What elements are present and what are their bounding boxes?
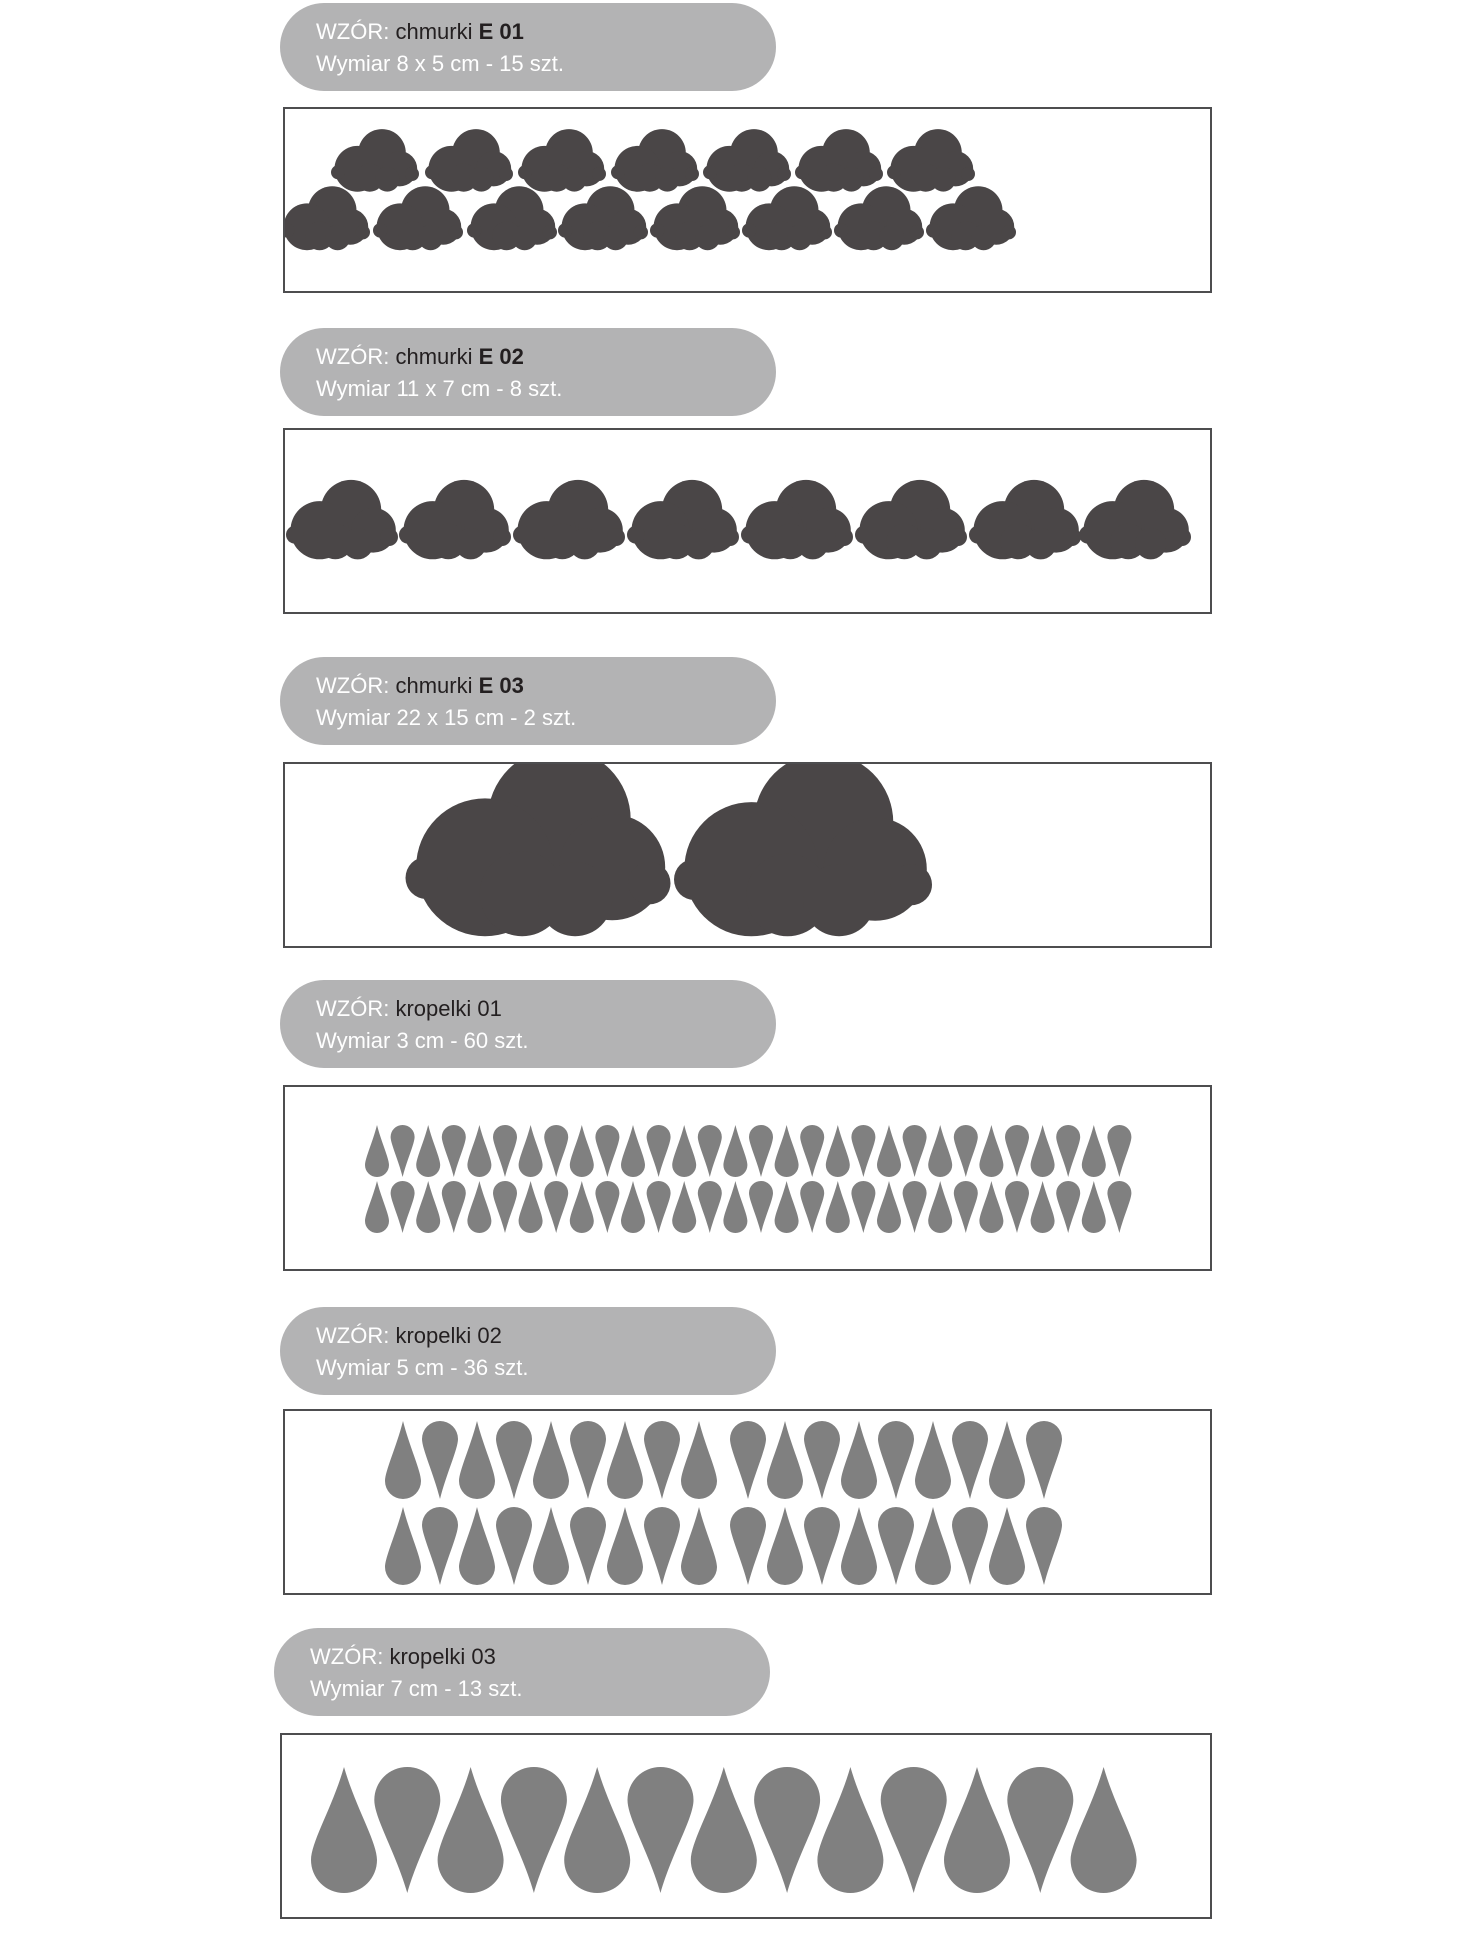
cloud-icon — [926, 186, 1016, 250]
raindrop-icon — [416, 1125, 440, 1177]
raindrop-icon — [311, 1767, 377, 1893]
shapes-canvas — [285, 430, 1210, 612]
raindrop-icon — [877, 1181, 901, 1233]
cloud-icon — [611, 129, 699, 192]
pattern-prefix: WZÓR: — [310, 1644, 384, 1669]
raindrop-icon — [817, 1767, 883, 1893]
raindrop-icon — [749, 1125, 773, 1177]
pattern-preview — [283, 1085, 1212, 1271]
raindrop-icon — [438, 1767, 504, 1893]
raindrop-icon — [800, 1181, 824, 1233]
cloud-icon — [795, 129, 883, 192]
pattern-title — [310, 1641, 770, 1673]
raindrop-icon — [391, 1181, 415, 1233]
cloud-icon — [703, 129, 791, 192]
raindrop-icon — [365, 1125, 389, 1177]
raindrop-icon — [459, 1421, 495, 1499]
raindrop-icon — [691, 1767, 757, 1893]
raindrop-icon — [698, 1181, 722, 1233]
raindrop-icon — [621, 1181, 645, 1233]
raindrop-icon — [1082, 1181, 1106, 1233]
raindrop-icon — [1005, 1125, 1029, 1177]
pattern-preview — [283, 428, 1212, 614]
pattern-code: E 03 — [478, 673, 524, 698]
raindrop-icon — [570, 1421, 606, 1499]
shapes-canvas — [285, 764, 1210, 946]
raindrop-icon — [881, 1767, 947, 1893]
cloud-icon — [887, 129, 975, 192]
cloud-icon — [399, 480, 511, 560]
raindrop-icon — [459, 1507, 495, 1585]
pattern-preview — [283, 107, 1212, 293]
shapes-canvas — [282, 1735, 1210, 1917]
raindrop-icon — [607, 1507, 643, 1585]
raindrop-icon — [570, 1507, 606, 1585]
raindrop-icon — [519, 1181, 543, 1233]
raindrop-icon — [1082, 1125, 1106, 1177]
raindrop-icon — [989, 1507, 1025, 1585]
raindrop-icon — [723, 1125, 747, 1177]
raindrop-icon — [1026, 1421, 1062, 1499]
pattern-preview — [283, 762, 1212, 948]
raindrop-icon — [775, 1125, 799, 1177]
cloud-icon — [674, 764, 932, 936]
pattern-code: E 01 — [478, 19, 524, 44]
pattern-dimension: Wymiar 3 cm - 60 szt. — [316, 1028, 529, 1053]
raindrop-icon — [533, 1507, 569, 1585]
raindrop-icon — [496, 1421, 532, 1499]
raindrop-icon — [595, 1181, 619, 1233]
pattern-name: kropelki 02 — [395, 1323, 502, 1348]
raindrop-icon — [826, 1181, 850, 1233]
cloud-icon — [741, 480, 853, 560]
cloud-icon — [513, 480, 625, 560]
pattern-label — [280, 980, 776, 1068]
pattern-title — [316, 16, 776, 48]
cloud-icon — [1079, 480, 1191, 560]
raindrop-icon — [754, 1767, 820, 1893]
raindrop-icon — [644, 1421, 680, 1499]
raindrop-icon — [952, 1507, 988, 1585]
pattern-title — [316, 341, 776, 373]
raindrop-icon — [989, 1421, 1025, 1499]
raindrop-icon — [385, 1421, 421, 1499]
cloud-icon — [742, 186, 832, 250]
raindrop-icon — [607, 1421, 643, 1499]
cloud-icon — [425, 129, 513, 192]
raindrop-icon — [928, 1125, 952, 1177]
raindrop-icon — [698, 1125, 722, 1177]
cloud-icon — [558, 186, 648, 250]
raindrop-icon — [422, 1421, 458, 1499]
cloud-icon — [285, 186, 370, 250]
raindrop-icon — [416, 1181, 440, 1233]
cloud-icon — [969, 480, 1081, 560]
raindrop-icon — [903, 1125, 927, 1177]
raindrop-icon — [928, 1181, 952, 1233]
raindrop-icon — [501, 1767, 567, 1893]
raindrop-icon — [1007, 1767, 1073, 1893]
raindrop-icon — [570, 1181, 594, 1233]
raindrop-icon — [979, 1181, 1003, 1233]
raindrop-icon — [826, 1125, 850, 1177]
pattern-dimension: Wymiar 7 cm - 13 szt. — [310, 1676, 523, 1701]
cloud-icon — [518, 129, 606, 192]
raindrop-icon — [944, 1767, 1010, 1893]
raindrop-icon — [1056, 1125, 1080, 1177]
raindrop-icon — [915, 1507, 951, 1585]
raindrop-icon — [877, 1125, 901, 1177]
cloud-icon — [406, 764, 671, 936]
cloud-icon — [373, 186, 463, 250]
pattern-code: E 02 — [478, 344, 524, 369]
raindrop-icon — [878, 1507, 914, 1585]
raindrop-icon — [647, 1125, 671, 1177]
raindrop-icon — [775, 1181, 799, 1233]
pattern-label — [280, 3, 776, 91]
pattern-preview — [280, 1733, 1212, 1919]
raindrop-icon — [954, 1125, 978, 1177]
raindrop-icon — [442, 1181, 466, 1233]
raindrop-icon — [564, 1767, 630, 1893]
pattern-prefix: WZÓR: — [316, 673, 390, 698]
raindrop-icon — [374, 1767, 440, 1893]
raindrop-icon — [954, 1181, 978, 1233]
cloud-icon — [467, 186, 557, 250]
raindrop-icon — [595, 1125, 619, 1177]
raindrop-icon — [422, 1507, 458, 1585]
raindrop-icon — [767, 1507, 803, 1585]
raindrop-icon — [730, 1421, 766, 1499]
cloud-icon — [650, 186, 740, 250]
raindrop-icon — [621, 1125, 645, 1177]
raindrop-icon — [851, 1181, 875, 1233]
raindrop-icon — [493, 1181, 517, 1233]
raindrop-icon — [681, 1507, 717, 1585]
raindrop-icon — [723, 1181, 747, 1233]
pattern-preview — [283, 1409, 1212, 1595]
pattern-name: kropelki 03 — [389, 1644, 496, 1669]
raindrop-icon — [391, 1125, 415, 1177]
raindrop-icon — [1107, 1125, 1131, 1177]
raindrop-icon — [804, 1507, 840, 1585]
pattern-dimension: Wymiar 11 x 7 cm - 8 szt. — [316, 376, 563, 401]
raindrop-icon — [804, 1421, 840, 1499]
pattern-dimension: Wymiar 8 x 5 cm - 15 szt. — [316, 51, 564, 76]
raindrop-icon — [467, 1125, 491, 1177]
raindrop-icon — [628, 1767, 694, 1893]
raindrop-icon — [730, 1507, 766, 1585]
cloud-icon — [286, 480, 398, 560]
pattern-prefix: WZÓR: — [316, 996, 390, 1021]
pattern-title — [316, 1320, 776, 1352]
pattern-label — [280, 328, 776, 416]
raindrop-icon — [544, 1125, 568, 1177]
raindrop-icon — [1005, 1181, 1029, 1233]
raindrop-icon — [365, 1181, 389, 1233]
cloud-icon — [331, 129, 419, 192]
pattern-label — [274, 1628, 770, 1716]
raindrop-icon — [903, 1181, 927, 1233]
pattern-dimension: Wymiar 22 x 15 cm - 2 szt. — [316, 705, 577, 730]
shapes-canvas — [285, 1087, 1210, 1269]
raindrop-icon — [841, 1421, 877, 1499]
pattern-title — [316, 993, 776, 1025]
pattern-name: chmurki — [395, 19, 473, 44]
cloud-icon — [627, 480, 739, 560]
raindrop-icon — [841, 1507, 877, 1585]
raindrop-icon — [979, 1125, 1003, 1177]
raindrop-icon — [467, 1181, 491, 1233]
raindrop-icon — [672, 1125, 696, 1177]
raindrop-icon — [533, 1421, 569, 1499]
raindrop-icon — [672, 1181, 696, 1233]
raindrop-icon — [915, 1421, 951, 1499]
pattern-name: chmurki — [395, 673, 473, 698]
raindrop-icon — [878, 1421, 914, 1499]
pattern-prefix: WZÓR: — [316, 19, 390, 44]
raindrop-icon — [519, 1125, 543, 1177]
shapes-canvas — [285, 109, 1210, 291]
raindrop-icon — [544, 1181, 568, 1233]
raindrop-icon — [1071, 1767, 1137, 1893]
raindrop-icon — [647, 1181, 671, 1233]
raindrop-icon — [570, 1125, 594, 1177]
raindrop-icon — [1107, 1181, 1131, 1233]
pattern-name: chmurki — [395, 344, 473, 369]
pattern-label — [280, 1307, 776, 1395]
cloud-icon — [855, 480, 967, 560]
raindrop-icon — [385, 1507, 421, 1585]
raindrop-icon — [496, 1507, 532, 1585]
pattern-title — [316, 670, 776, 702]
raindrop-icon — [767, 1421, 803, 1499]
raindrop-icon — [1031, 1181, 1055, 1233]
raindrop-icon — [1056, 1181, 1080, 1233]
pattern-prefix: WZÓR: — [316, 344, 390, 369]
raindrop-icon — [800, 1125, 824, 1177]
shapes-canvas — [285, 1411, 1210, 1593]
raindrop-icon — [1026, 1507, 1062, 1585]
raindrop-icon — [493, 1125, 517, 1177]
pattern-name: kropelki 01 — [395, 996, 502, 1021]
pattern-label — [280, 657, 776, 745]
raindrop-icon — [681, 1421, 717, 1499]
raindrop-icon — [1031, 1125, 1055, 1177]
pattern-dimension: Wymiar 5 cm - 36 szt. — [316, 1355, 529, 1380]
pattern-prefix: WZÓR: — [316, 1323, 390, 1348]
raindrop-icon — [644, 1507, 680, 1585]
raindrop-icon — [851, 1125, 875, 1177]
cloud-icon — [834, 186, 924, 250]
raindrop-icon — [442, 1125, 466, 1177]
raindrop-icon — [749, 1181, 773, 1233]
raindrop-icon — [952, 1421, 988, 1499]
